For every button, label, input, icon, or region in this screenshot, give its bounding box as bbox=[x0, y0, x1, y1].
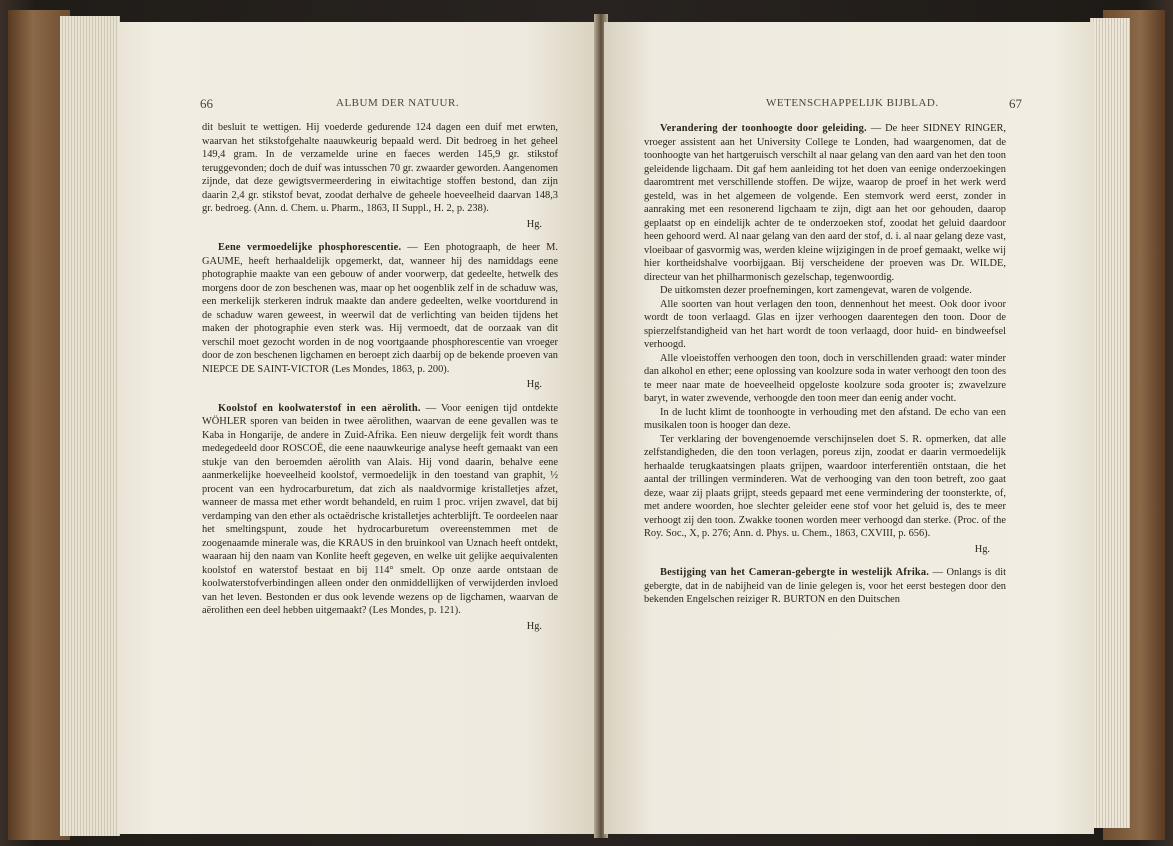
article-body: — De heer SIDNEY RINGER, vroeger assistent aan het University College te Londen, had waargenomen, dat de toonhoogte van het hartgeruisch verschilt al naar gelang van den aard van het den toon geleidende ligchaam. Dit gaf hem aanleiding tot het doen van eenige onderzoekingen daaromtrent met verschillende stoffen. De wijze, waarop de proef in het werk werd gesteld, was in het algemeen de volgende. Een stemvork werd eerst, zonder in aanraking met een resonerend ligchaam te zijn, digt aan het oor gehouden, daarop geplaatst op en eindelijk achter de te onderzoeken stof, zoodat het geluid daardoor heen gehoord werd. Al naar gelang van den aard der stof, d. i. al naar gelang deze vast, vloeibaar of gasvormig was, werden kleine wijzigingen in de proef gemaakt, welke wij hier kortheidshalve voorbijgaan. Bij verscheidene der proeven was Dr. WILDE, directeur van het philharmonisch gezelschap, tegenwoordig. bbox=[644, 123, 1006, 283]
paragraph: dit besluit te wettigen. Hij voederde gedurende 124 dagen een duif met erwten, waarvan het stikstofgehalte naauwkeurig bepaald werd. Dit bedroeg in het geheel 149,4 gram. In de verzamelde urine en faeces werden 145,9 gr. stikstof teruggevonden; doch de duif was intusschen 70 gr. zwaarder geworden. Aangenomen zijnde, dat deze gewigtsvermeerdering in eiwitachtige stoffen bestond, dan zijn daarin 2,4 gr. stikstof bevat, zoodat derhalve de geheele hoeveelheid daarvan 148,3 gr. bedroeg. (Ann. d. Chem. u. Pharm., 1863, II Suppl., H. 2, p. 238). bbox=[202, 122, 558, 214]
article-title: Verandering der toonhoogte door geleiding. bbox=[660, 123, 867, 134]
running-head: WETENSCHAPPELIJK BIJBLAD. bbox=[766, 97, 939, 109]
article-aerolith bbox=[202, 402, 558, 618]
signature: Hg. bbox=[526, 218, 542, 230]
right-page bbox=[604, 22, 1094, 834]
page-number: 66 bbox=[200, 96, 213, 111]
article-body: — Voor eenigen tijd ontdekte WÖHLER sporen van beiden in twee aërolithen, waarvan de eene gevallen was te Kaba in Hongarije, de andere in Zuid-Afrika. Een nieuw dergelijk feit wordt thans medegedeeld door ROSCOË, die eene naauwkeurige analyse heeft gemaakt van een stukje van den beroemden aërolith van Alais. Hij vond daarin, behalve eene aanmerkelijke hoeveelheid koolstof, vermoedelijk in den toestand van graphit, ½ procent van een hydrocarburetum, dat zich als naaldvormige kristalletjes afzet, wanneer de massa met ether wordt behandeld, en ruim 1 proc. vrijen zwavel, dat bij verdamping van den ether als octaëdrische kristalletjes achterblijft. Te oordeelen naar het smeltingspunt, zoude het hydrocarburetum overeenstemmen met de zoogenaamde minerale was, die KRAUS in den bruinkool van Uznach heeft ontdekt, waaraan hij den naam van Konlite heeft gegeven, en welke uit gelijke aequivalenten koolstof en waterstof bestaat en bij 114° smelt. Op onze aarde ontstaan de koolwaterstofverbindingen alleen onder den onmiddellijken of verwijderden invloed van het leven. Bestonden er dus ook levende wezens op de ligchamen, waarvan de aërolithen een deel hebben uitgemaakt? (Les Mondes, p. 121). bbox=[202, 402, 558, 616]
page-number: 67 bbox=[1009, 96, 1022, 111]
article-phosphorescentie bbox=[202, 241, 558, 376]
left-page bbox=[118, 22, 596, 834]
paragraph: Alle soorten van hout verlagen den toon, dennenhout het meest. Ook door ivoor wordt de toon verlaagd. Glas en ijzer verhoogen daarentegen den toon. Door de spierzelfstandigheid van het hart wordt de toon verlaagd, door huid- en bindweefsel verhoogd. bbox=[644, 298, 1006, 350]
paragraph: Ter verklaring der bovengenoemde verschijnselen doet S. R. opmerken, dat alle zelfstandigheden, die den toon verlagen, poreus zijn, zoodat er daarin vermoedelijk herhaalde terugkaatsingen plaats grijpen, waardoor interferentiën ontstaan, die het aantal der trillingen verminderen. Wat de verhooging van den toon betreft, zoo gaat deze, waar zij plaats grijpt, steeds gepaard met eene vermindering der toonsterkte, of, met andere woorden, hoe slechter geleider eene stof voor het geluid is, des te meer verhoogt zij den toon. Zwakke toonen worden meer verhoogd dan sterke. (Proc. of the Roy. Soc., X, p. 276; Ann. d. Phys. u. Chem., 1863, CXVIII, p. 656). bbox=[644, 433, 1006, 539]
paragraph: De uitkomsten dezer proefnemingen, kort zamengevat, waren de volgende. bbox=[660, 285, 972, 296]
paragraph: In de lucht klimt de toonhoogte in verhouding met den afstand. De echo van een musikalen toon is hooger dan deze. bbox=[644, 406, 1006, 431]
running-head: ALBUM DER NATUUR. bbox=[336, 97, 460, 109]
article-body: — Onlangs is dit gebergte, dat in de nabijheid van de linie gelegen is, voor het eerst bestegen door den bekenden Engelschen reiziger R. BURTON en den Duitschen bbox=[644, 567, 1006, 605]
page-stack-right bbox=[1090, 18, 1130, 828]
article-title: Koolstof en koolwaterstof in een aërolith. bbox=[218, 402, 421, 414]
signature: Hg. bbox=[526, 620, 542, 632]
article-title: Bestijging van het Cameran-gebergte in westelijk Afrika. bbox=[660, 567, 930, 578]
page-stack-left bbox=[60, 16, 120, 836]
article-title: Eene vermoedelijke phosphorescentie. bbox=[218, 242, 402, 253]
left-page-text bbox=[202, 121, 558, 633]
article-toonhoogte bbox=[644, 122, 1006, 284]
right-page-text bbox=[644, 122, 1006, 607]
article-cameran bbox=[644, 566, 1006, 607]
paragraph: Alle vloeistoffen verhoogen den toon, doch in verschillenden graad: water minder dan alkohol en ether; eene oplossing van koolzure soda in water verhoogt den toon des te meer naar mate de hoeveelheid opgeloste koolzure soda grooter is; zwavelzure baryt, in water zwevende, verhoogde den toon meer dan eenig ander vocht. bbox=[644, 352, 1006, 404]
article-body: — Een photograaph, de heer M. GAUME, heeft herhaaldelijk opgemerkt, dat, wanneer hij des namiddags eene photographie maakte van een gebouw of ander voorwerp, dat gedeelte, hetwelk des morgens door de zon beschenen was, maar op het oogenblik zelf in de schaduw was, een merkelijk sterkeren indruk maakte dan andere gedeelten, welke voortdurend in de schaduw waren geweest, in weerwil dat de verlichting van beiden tijdens het maken der photographie even sterk was. Hij vermoedt, dat de oorzaak van dit verschil moet gezocht worden in de nog voortgaande phosphorescentie van vroeger door de zon beschenen ligchamen en beroept zich daarbij op de bekende proeven van NIEPCE DE SAINT-VICTOR (Les Mondes, 1863, p. 200). bbox=[202, 242, 558, 375]
signature: Hg. bbox=[974, 543, 990, 555]
signature: Hg. bbox=[526, 379, 542, 390]
